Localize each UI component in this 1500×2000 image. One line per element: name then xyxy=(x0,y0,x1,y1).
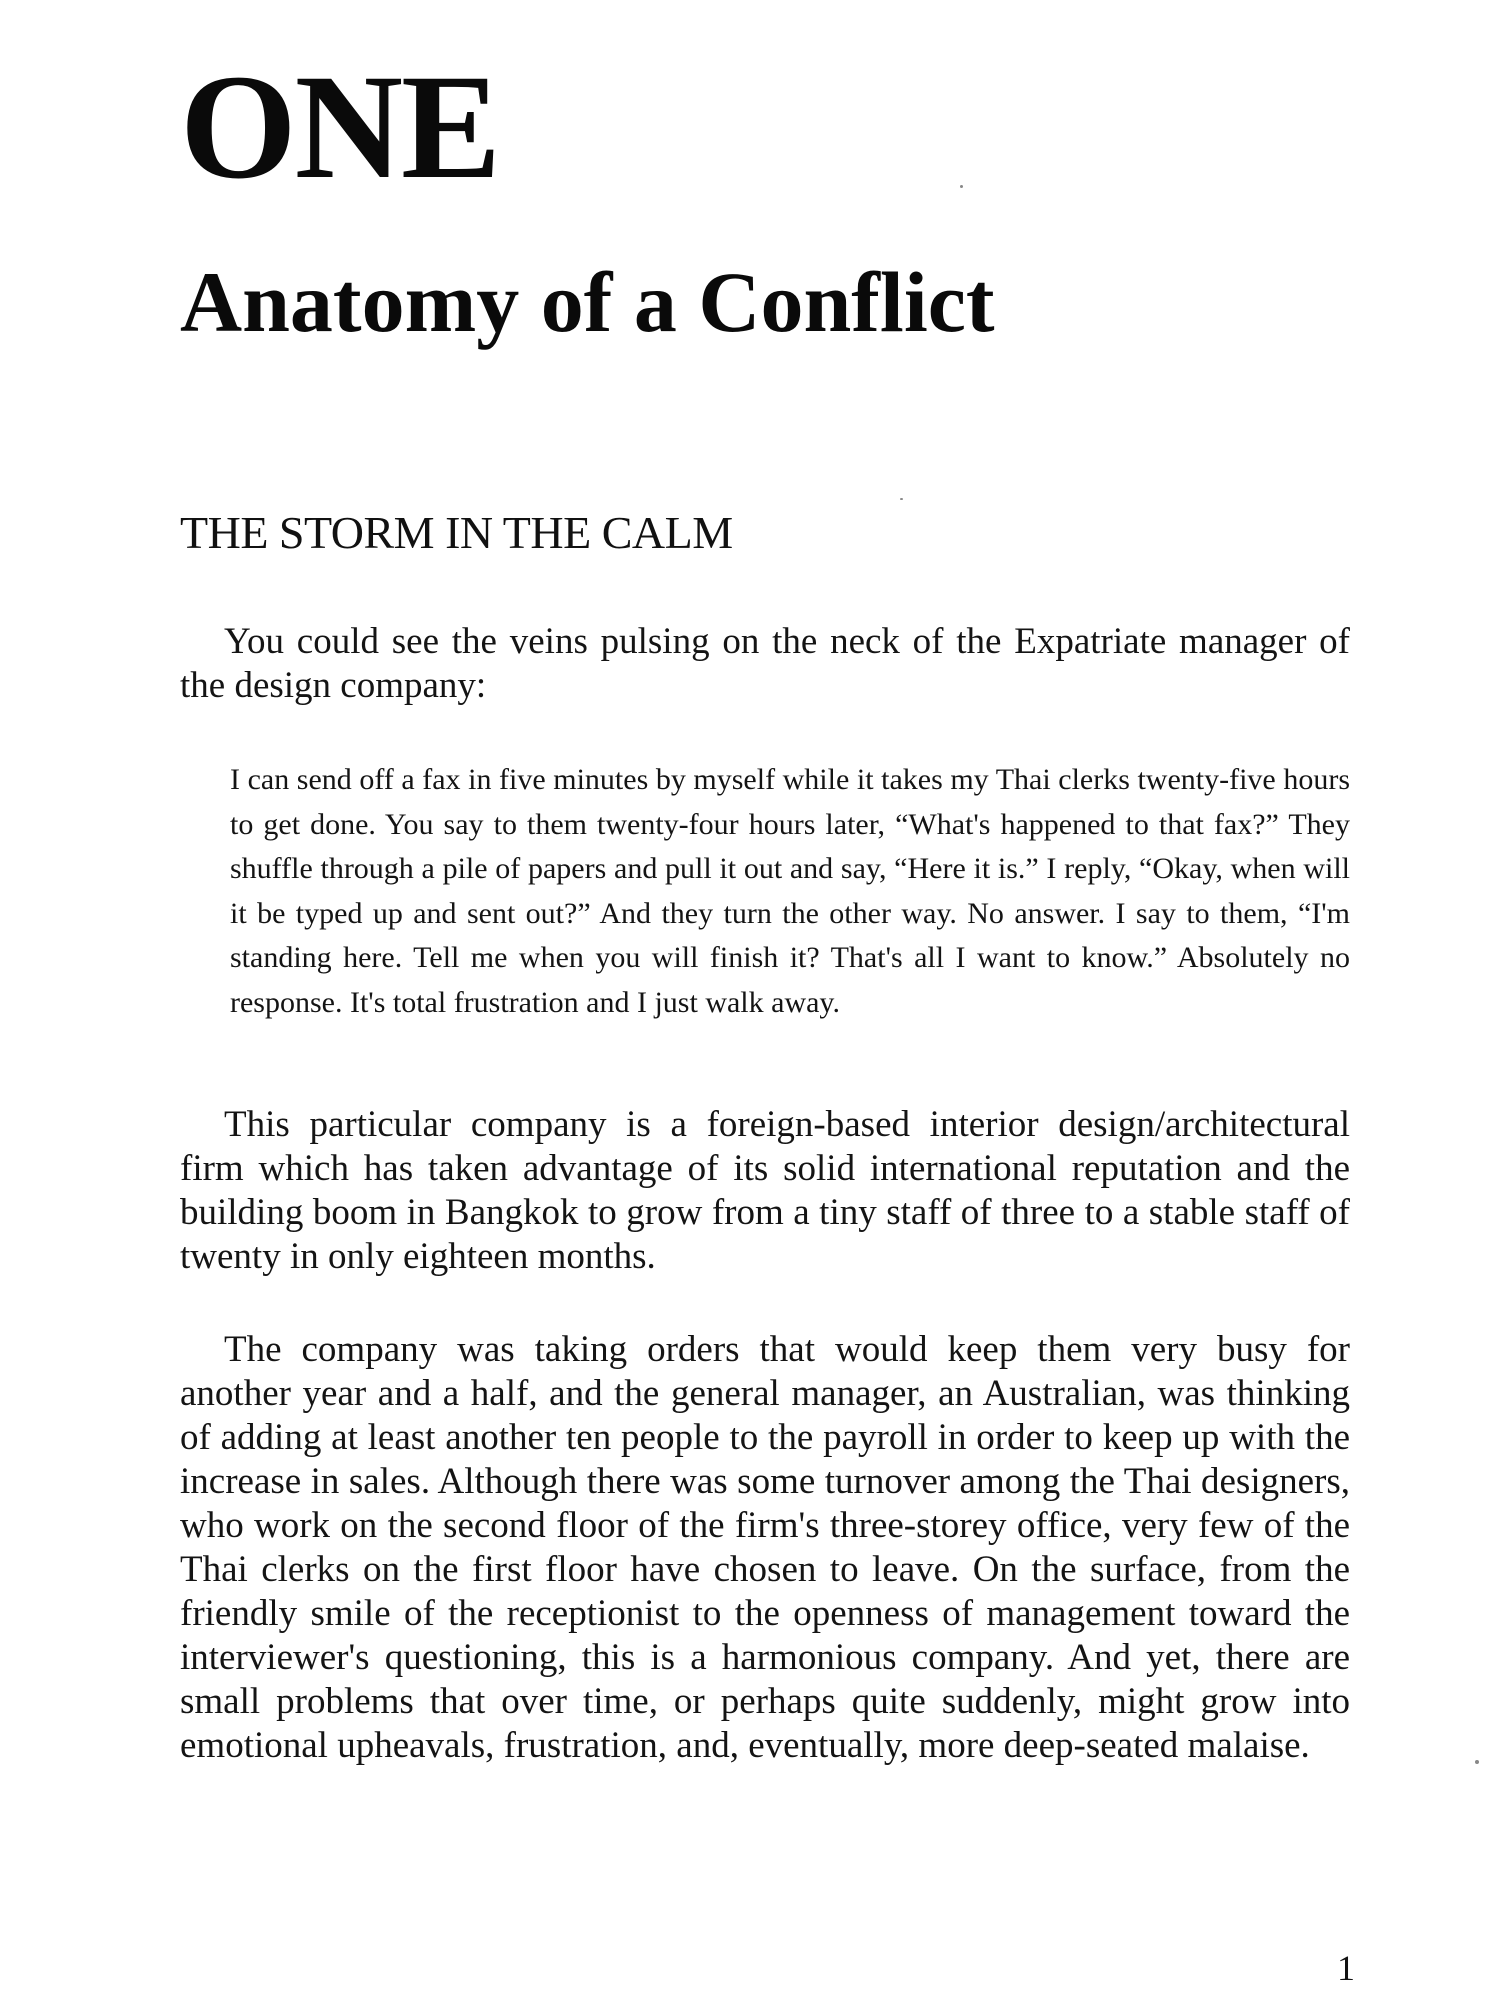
chapter-number: ONE xyxy=(180,44,500,210)
chapter-title: Anatomy of a Conflict xyxy=(180,254,995,350)
paragraph-company: This particular company is a foreign-based interior design/architectural firm which has taken advantage of its solid international reputation and the building boom in Bangkok to grow from a tiny staff of three to a stable staff of twenty in only eighteen months. xyxy=(180,1104,1350,1277)
paragraph-harmony: The company was taking orders that would keep them very busy for another year and a half, and the general manager, an Australian, was thinking of adding at least another ten people to the payroll in order to keep up with the increase in sales. Although there was some turnover among the Thai designers, who work on the second floor of the firm's three-storey office, very few of the Thai clerks on the first floor have chosen to leave. On the surface, from the friendly smile of the receptionist to the openness of management toward the interviewer's questioning, this is a harmonious company. And yet, there are small problems that over time, or perhaps quite suddenly, might grow into emotional upheavals, frustration, and, eventually, more deep-seated malaise. xyxy=(180,1329,1350,1766)
paragraph-intro: You could see the veins pulsing on the neck of the Expatriate manager of the design company: xyxy=(180,621,1350,706)
section-heading: THE STORM IN THE CALM xyxy=(180,507,733,558)
page-number: 1 xyxy=(1337,1948,1355,1988)
manager-quote: I can send off a fax in five minutes by myself while it takes my Thai clerks twenty-five hours to get done. You say to them twenty-four hours later, “What's happened to that fax?” They shuffle through a pile of papers and pull it out and say, “Here it is.” I reply, “Okay, when will it be typed up and sent out?” And they turn the other way. No answer. I say to them, “I'm standing here. Tell me when you will finish it? That's all I want to know.” Absolutely no response. It's total frustration and I just walk away. xyxy=(230,763,1350,1019)
scan-speck xyxy=(960,185,963,188)
scan-speck xyxy=(900,498,903,500)
scan-speck xyxy=(1475,1760,1479,1764)
